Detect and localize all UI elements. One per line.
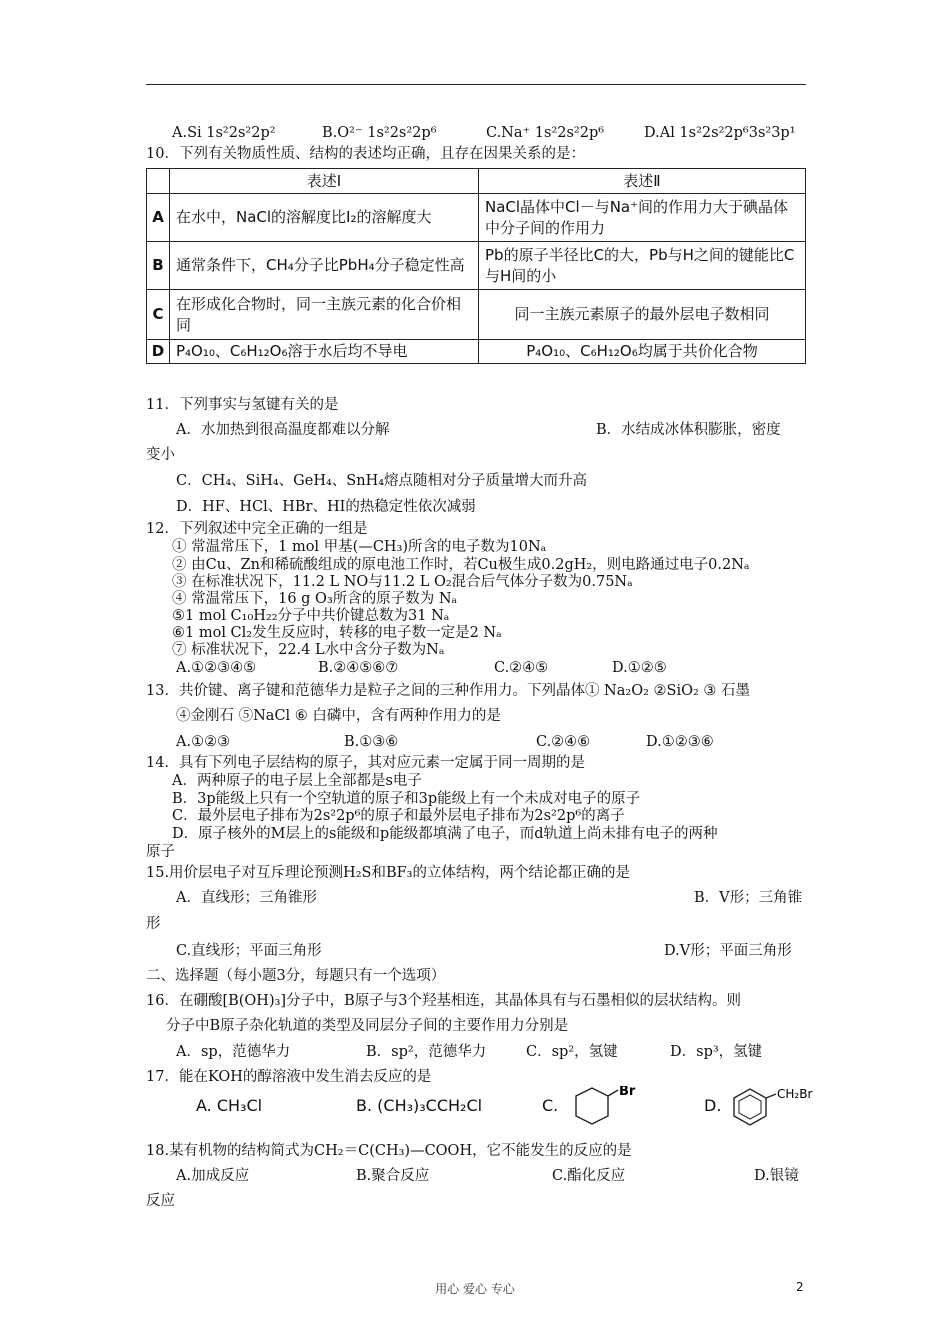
- q17-option-c-sub: Br: [619, 1086, 636, 1099]
- page-footer: 用心 爱心 专心: [435, 1282, 515, 1296]
- q13-option-a: A.①②③: [176, 734, 231, 750]
- q10-stem: 10．下列有关物质性质、结构的表述均正确，且存在因果关系的是：: [146, 146, 585, 162]
- table-corner: [147, 169, 170, 194]
- row-label: D: [147, 340, 170, 364]
- q15-option-b: B．V形；三角锥: [694, 890, 803, 906]
- q18-option-d: D.银镜: [754, 1168, 799, 1184]
- q12-item: ③ 在标准状况下，11.2 L NO与11.2 L O₂混合后气体分子数为0.75Nₐ: [172, 574, 633, 590]
- q14-option-c: C．最外层电子排布为2s²2p⁶的原子和最外层电子排布为2s²2p⁶的离子: [172, 808, 625, 824]
- q10-table: [146, 168, 806, 364]
- q13-option-b: B.①③⑥: [344, 734, 399, 750]
- q11-option-a: A．水加热到很高温度都难以分解: [176, 422, 390, 438]
- q15-option-a: A．直线形；三角锥形: [176, 890, 317, 906]
- q18-option-c: C.酯化反应: [552, 1168, 626, 1184]
- table-row: [147, 194, 806, 242]
- table-row: [147, 242, 806, 290]
- q17-options: [196, 1086, 826, 1130]
- q17-stem: 17．能在KOH的醇溶液中发生消去反应的是: [146, 1069, 432, 1085]
- q17-option-d-label: D.: [704, 1096, 722, 1115]
- q12-item: ① 常温常压下，1 mol 甲基(—CH₃)所含的电子数为10Nₐ: [172, 539, 547, 555]
- q16-option-d: D．sp³，氢键: [670, 1044, 763, 1060]
- q9-option-a: A.Si 1s²2s²2p²: [172, 125, 276, 141]
- q18-option-b: B.聚合反应: [356, 1168, 430, 1184]
- q12-item: ④ 常温常压下，16 g O₃所含的原子数为 Nₐ: [172, 591, 458, 607]
- q12-item: ⑦ 标准状况下，22.4 L水中含分子数为Nₐ: [172, 642, 445, 658]
- row-statement-1: P₄O₁₀、C₆H₁₂O₆溶于水后均不导电: [170, 340, 479, 364]
- table-header-1: 表述Ⅰ: [170, 169, 479, 194]
- q12-option-b: B.②④⑤⑥⑦: [318, 660, 399, 676]
- q12-item: ② 由Cu、Zn和稀硫酸组成的原电池工作时，若Cu极生成0.2gH₂，则电路通过电子0.2Nₐ: [172, 557, 750, 573]
- q15-option-c: C.直线形；平面三角形: [176, 943, 322, 959]
- row-statement-1: 在形成化合物时，同一主族元素的化合价相同: [170, 290, 479, 340]
- table-row: [147, 290, 806, 340]
- q17-benzyl-bromide-structure: [726, 1086, 826, 1130]
- q18-option-d-cont: 反应: [146, 1193, 175, 1209]
- q15-option-b-cont: 形: [146, 916, 161, 932]
- q15-option-d: D.V形；平面三角形: [664, 943, 792, 959]
- row-label: C: [147, 290, 170, 340]
- page-number: 2: [796, 1280, 804, 1294]
- q17-option-d-sub: CH₂Br: [777, 1087, 813, 1101]
- q14-option-d-cont: 原子: [146, 844, 175, 860]
- q13-stem: 13．共价键、离子键和范德华力是粒子之间的三种作用力。下列晶体① Na₂O₂ ②SiO₂ ③ 石墨: [146, 683, 750, 699]
- q11-option-b-cont: 变小: [146, 447, 175, 463]
- q13-option-c: C.②④⑥: [536, 734, 591, 750]
- row-statement-2: 同一主族元素原子的最外层电子数相同: [479, 290, 806, 340]
- q11-option-b: B．水结成冰体积膨胀，密度: [596, 422, 781, 438]
- section-two-heading: 二、选择题（每小题3分，每题只有一个选项）: [146, 968, 446, 984]
- row-statement-1: 在水中，NaCl的溶解度比I₂的溶解度大: [170, 194, 479, 242]
- q12-stem: 12．下列叙述中完全正确的一组是: [146, 521, 368, 537]
- q17-option-a: A. CH₃Cl: [196, 1096, 263, 1115]
- q11-option-c: C．CH₄、SiH₄、GeH₄、SnH₄熔点随相对分子质量增大而升高: [176, 473, 588, 489]
- q13-stem-cont: ④金刚石 ⑤NaCl ⑥ 白磷中，含有两种作用力的是: [176, 708, 501, 724]
- q16-stem-cont: 分子中B原子杂化轨道的类型及同层分子间的主要作用力分别是: [166, 1018, 569, 1034]
- q11-stem: 11．下列事实与氢键有关的是: [146, 397, 339, 413]
- q11-option-d: D．HF、HCl、HBr、HI的热稳定性依次减弱: [176, 499, 476, 515]
- row-label: A: [147, 194, 170, 242]
- q16-option-a: A．sp，范德华力: [176, 1044, 291, 1060]
- q12-item: ⑥1 mol Cl₂发生反应时，转移的电子数一定是2 Nₐ: [172, 625, 502, 641]
- q18-option-a: A.加成反应: [176, 1168, 250, 1184]
- row-statement-1: 通常条件下，CH₄分子比PbH₄分子稳定性高: [170, 242, 479, 290]
- row-statement-2: P₄O₁₀、C₆H₁₂O₆均属于共价化合物: [479, 340, 806, 364]
- q17-option-c-label: C.: [542, 1096, 559, 1115]
- table-header-2: 表述Ⅱ: [479, 169, 806, 194]
- q17-option-b: B. (CH₃)₃CCH₂Cl: [356, 1096, 483, 1115]
- q9-option-c: C.Na⁺ 1s²2s²2p⁶: [486, 125, 605, 141]
- q14-stem: 14．具有下列电子层结构的原子，其对应元素一定属于同一周期的是: [146, 755, 585, 771]
- q12-option-a: A.①②③④⑤: [176, 660, 257, 676]
- q12-option-d: D.①②⑤: [612, 660, 667, 676]
- q17-cyclohexyl-bromide-structure: [564, 1086, 644, 1130]
- q16-option-c: C．sp²，氢键: [526, 1044, 618, 1060]
- q18-stem: 18.某有机物的结构简式为CH₂＝C(CH₃)—COOH，它不能发生的反应的是: [146, 1143, 632, 1159]
- q9-option-d: D.Al 1s²2s²2p⁶3s²3p¹: [644, 125, 796, 141]
- q14-option-b: B．3p能级上只有一个空轨道的原子和3p能级上有一个未成对电子的原子: [172, 791, 641, 807]
- q14-option-a: A．两种原子的电子层上全部都是s电子: [172, 773, 422, 789]
- q13-option-d: D.①②③⑥: [646, 734, 714, 750]
- q12-item: ⑤1 mol C₁₀H₂₂分子中共价键总数为31 Nₐ: [172, 608, 450, 624]
- q15-stem: 15.用价层电子对互斥理论预测H₂S和BF₃的立体结构，两个结论都正确的是: [146, 865, 630, 881]
- row-label: B: [147, 242, 170, 290]
- q16-stem: 16．在硼酸[B(OH)₃]分子中，B原子与3个羟基相连，其晶体具有与石墨相似的层状结构。则: [146, 993, 741, 1009]
- row-statement-2: NaCl晶体中Cl－与Na⁺间的作用力大于碘晶体中分子间的作用力: [479, 194, 806, 242]
- header-rule: [146, 84, 806, 85]
- row-statement-2: Pb的原子半径比C的大，Pb与H之间的键能比C与H间的小: [479, 242, 806, 290]
- table-row: [147, 340, 806, 364]
- q9-option-b: B.O²⁻ 1s²2s²2p⁶: [322, 125, 437, 141]
- q16-option-b: B．sp²，范德华力: [366, 1044, 487, 1060]
- q14-option-d: D．原子核外的M层上的s能级和p能级都填满了电子，而d轨道上尚未排有电子的两种: [172, 826, 718, 842]
- q12-option-c: C.②④⑤: [494, 660, 549, 676]
